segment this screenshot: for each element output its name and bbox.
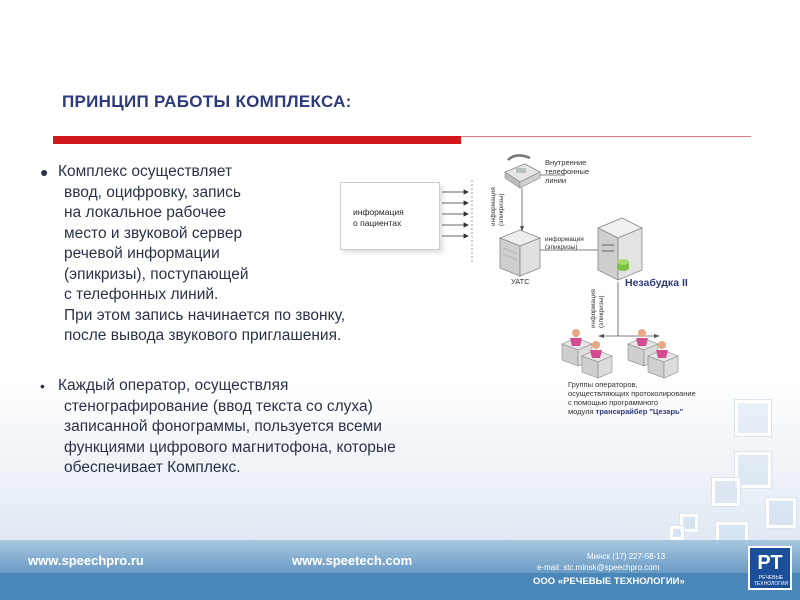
- vertical-label-2: информация (эпикризы): [590, 289, 605, 328]
- bullet-2-line: Каждый оператор, осуществляя: [58, 377, 289, 394]
- bullet-2-line: стенографирование (ввод текста со слуха): [64, 397, 373, 415]
- bullet-1-line: (эпикризы), поступающей: [64, 265, 249, 283]
- bullet-1-line: При этом запись начинается по звонку,: [64, 306, 346, 324]
- bullet-2-marker: •: [40, 378, 45, 394]
- decor-square: [735, 452, 771, 488]
- pbx-device-icon: [500, 230, 540, 276]
- decor-square: [735, 400, 771, 436]
- telephone-icon: [505, 155, 540, 188]
- bullet-1-line: речевой информации: [64, 245, 220, 262]
- company-logo: [748, 546, 792, 590]
- server-icon: [598, 218, 642, 280]
- footer-site-speechpro[interactable]: www.speechpro.ru: [28, 553, 144, 568]
- pbx-label: УАТС: [511, 277, 530, 286]
- bullet-1-line: на локальное рабочее: [64, 204, 227, 221]
- footer-site-speetech[interactable]: www.speetech.com: [292, 553, 413, 568]
- bullet-2-line: функциями цифрового магнитофона, которые: [64, 438, 396, 456]
- patient-info-box: [340, 182, 440, 250]
- patient-info-text: информация о пациентах: [353, 207, 404, 228]
- bullet-1-line: после вывода звукового приглашения.: [64, 327, 342, 344]
- internal-lines-label: Внутренние телефонные линии: [545, 158, 590, 185]
- logo-text: РТ: [757, 552, 783, 574]
- bullet-1-marker: ●: [40, 164, 49, 180]
- bullet-1-line: с телефонных линий.: [64, 286, 219, 303]
- footer-email: e-mail: stc.minsk@speechpro.com: [537, 563, 660, 572]
- footer-phone: Минск (17) 227-58-13: [587, 552, 666, 561]
- bullet-1-line: Комплекс осуществляет: [58, 163, 233, 180]
- title-divider-red: [53, 136, 461, 144]
- logo-subtext: РЕЧЕВЫЕ ТЕХНОЛОГИИ: [753, 575, 789, 587]
- horizontal-label: информация (эпикризы): [545, 236, 584, 251]
- vertical-label-1: информация (эпикризы): [490, 187, 505, 226]
- server-name: Незабудка II: [625, 277, 688, 289]
- info-arrows: [442, 190, 468, 238]
- bullet-1-line: ввод, оцифровку, запись: [64, 183, 241, 201]
- system-diagram: [340, 150, 760, 430]
- title-divider-thin: [461, 136, 751, 137]
- decor-square: [766, 498, 796, 528]
- footer-company: ООО «РЕЧЕВЫЕ ТЕХНОЛОГИИ»: [533, 576, 685, 587]
- bullet-2-line: обеспечивает Комплекс.: [64, 459, 241, 476]
- bullet-1-line: место и звуковой сервер: [64, 224, 243, 242]
- bullet-2-line: записанной фонограммы, пользуется всеми: [64, 418, 382, 435]
- page-title: ПРИНЦИП РАБОТЫ КОМПЛЕКСА:: [62, 92, 352, 111]
- decor-square: [670, 526, 684, 540]
- operators-caption: Группы операторов, осуществляющих протоколирование с помощью программного модуля транскрайбер "Цезарь": [568, 380, 696, 416]
- decor-square: [712, 478, 740, 506]
- footer-contact: [537, 551, 665, 573]
